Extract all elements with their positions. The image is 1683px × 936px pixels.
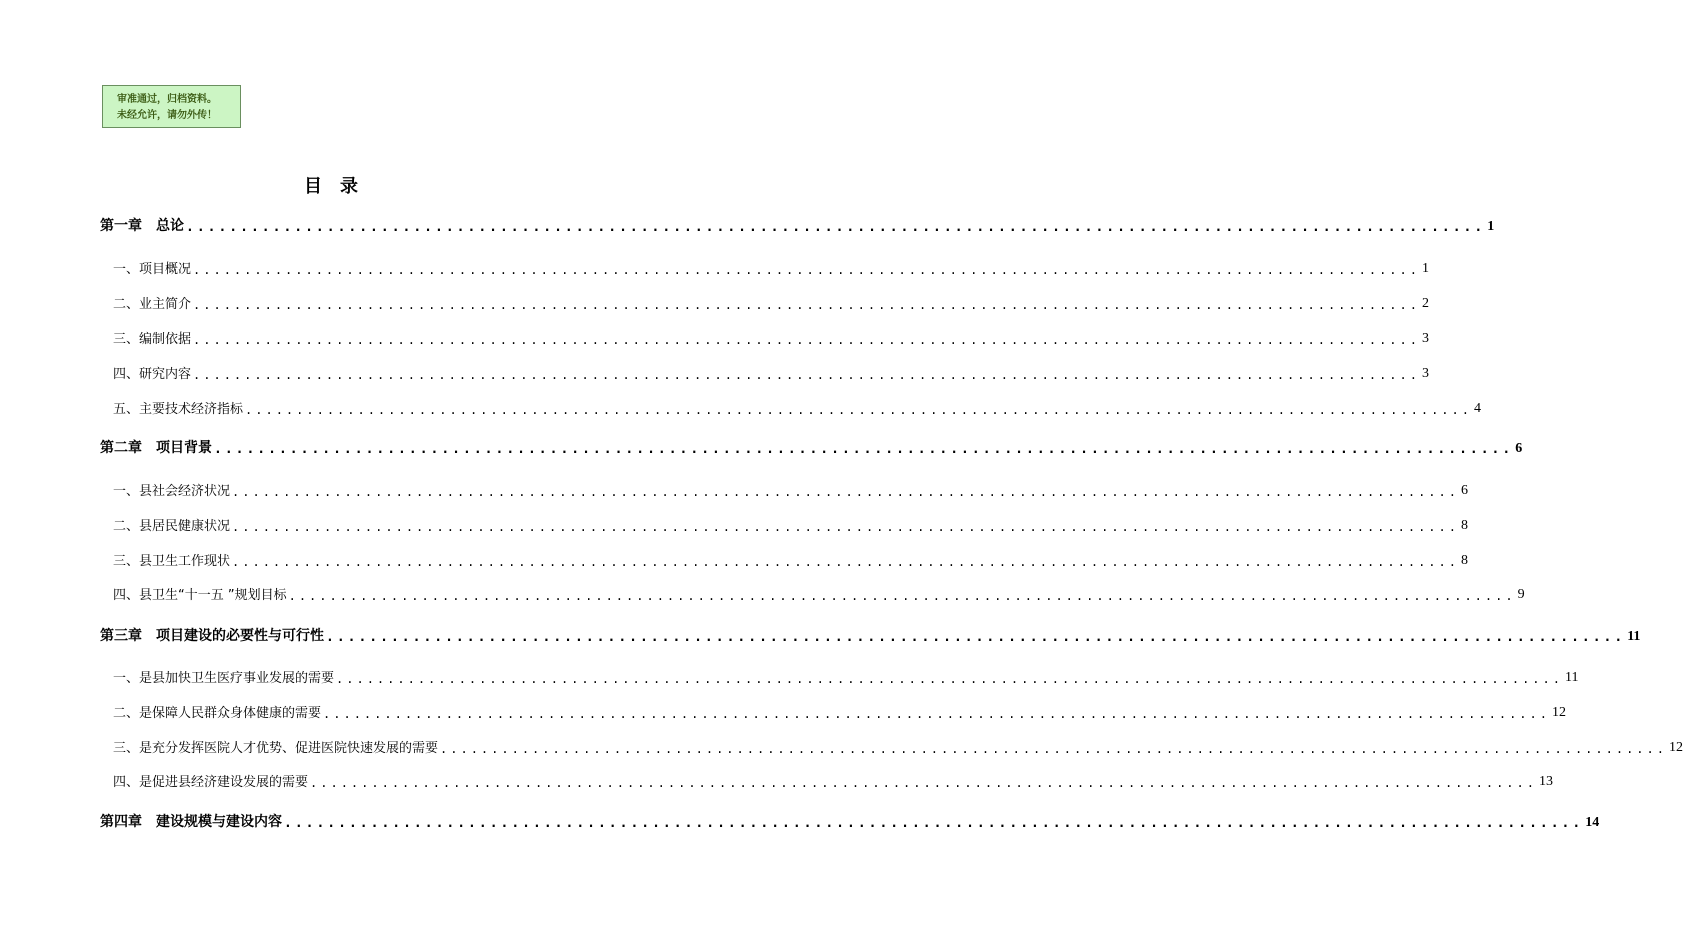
toc-dot-leader: ........................................................................................................................ [232,520,1459,534]
toc-entry-label: 二、业主简介 [113,297,192,312]
toc-entry-label: 第三章 项目建设的必要性与可行性 [100,628,324,644]
page-title: 目 录 [304,176,358,197]
toc-page-number: 6 [1460,483,1468,498]
toc-chapter-entry[interactable] [100,435,1523,457]
toc-dot-leader: ........................................................................................................................ [232,555,1459,569]
toc-dot-leader: ........................................................................................................................ [245,403,1472,417]
toc-section-entry[interactable] [100,547,1468,569]
toc-page-number: 3 [1421,331,1429,346]
stamp-line-1: 审准通过，归档资料。 [117,94,217,105]
toc-page-number: 11 [1627,629,1641,644]
toc-dot-leader: ........................................................................................................................ [336,672,1563,686]
toc-page-number: 8 [1460,518,1468,533]
toc-dot-leader: ........................................................................................................................ [326,630,1626,645]
toc-dot-leader: ........................................................................................................................ [193,298,1420,312]
toc-section-entry[interactable] [100,255,1429,277]
toc-entry-label: 第二章 项目背景 [100,440,212,456]
toc-page-number: 12 [1551,705,1566,720]
toc-section-entry[interactable] [100,325,1429,347]
toc-page-number: 3 [1421,366,1429,381]
toc-chapter-entry[interactable] [100,213,1495,235]
toc-entry-label: 二、县居民健康状况 [113,519,231,534]
toc-dot-leader: ........................................................................................................................ [193,333,1420,347]
toc-entry-label: 四、县卫生“十一五 ”规划目标 [113,588,287,603]
toc-entry-label: 五、主要技术经济指标 [113,402,244,417]
toc-entry-label: 一、是县加快卫生医疗事业发展的需要 [113,671,335,686]
toc-dot-leader: ........................................................................................................................ [232,485,1459,499]
toc-section-entry[interactable] [100,581,1525,603]
toc-entry-label: 三、编制依据 [113,332,192,347]
toc-dot-leader: ........................................................................................................................ [323,707,1550,721]
toc-section-entry[interactable] [100,395,1481,417]
toc-dot-leader: ........................................................................................................................ [193,368,1420,382]
stamp-line-2: 未经允许，请勿外传！ [117,110,217,121]
approval-stamp [102,85,241,128]
toc-entry-label: 四、研究内容 [113,367,192,382]
toc-page-number: 13 [1538,774,1553,789]
toc-entry-label: 四、是促进县经济建设发展的需要 [113,775,309,790]
toc-entry-label: 第一章 总论 [100,218,184,234]
toc-section-entry[interactable] [100,360,1429,382]
toc-entry-label: 三、县卫生工作现状 [113,554,231,569]
toc-chapter-entry[interactable] [100,809,1600,831]
toc-entry-label: 二、是保障人民群众身体健康的需要 [113,706,322,721]
toc-section-entry[interactable] [100,477,1468,499]
toc-dot-leader: ........................................................................................................................ [288,589,1516,603]
toc-page-number: 11 [1564,670,1579,685]
toc-chapter-entry[interactable] [100,623,1641,645]
toc-section-entry[interactable] [100,734,1683,756]
toc-page-number: 8 [1460,553,1468,568]
toc-page-number: 9 [1517,587,1525,602]
toc-entry-label: 一、项目概况 [113,262,192,277]
toc-section-entry[interactable] [100,664,1579,686]
toc-page-number: 12 [1668,740,1683,755]
toc-page-number: 4 [1473,401,1481,416]
toc-dot-leader: ........................................................................................................................ [440,742,1667,756]
toc-section-entry[interactable] [100,699,1566,721]
toc-section-entry[interactable] [100,512,1468,534]
toc-section-entry[interactable] [100,290,1429,312]
toc-page-number: 1 [1487,219,1495,234]
toc-page-number: 6 [1515,441,1523,456]
toc-entry-label: 第四章 建设规模与建设内容 [100,814,282,830]
toc-entry-label: 三、是充分发挥医院人才优势、促进医院快速发展的需要 [113,741,439,756]
toc-page-number: 1 [1421,261,1429,276]
toc-entry-label: 一、县社会经济状况 [113,484,231,499]
toc-dot-leader: ........................................................................................................................ [214,442,1514,457]
toc-section-entry[interactable] [100,768,1553,790]
toc-dot-leader: ........................................................................................................................ [193,263,1420,277]
toc-dot-leader: ........................................................................................................................ [284,816,1584,831]
toc-dot-leader: ........................................................................................................................ [186,220,1486,235]
toc-page-number: 14 [1585,815,1600,830]
toc-page-number: 2 [1421,296,1429,311]
toc-dot-leader: ........................................................................................................................ [310,776,1537,790]
